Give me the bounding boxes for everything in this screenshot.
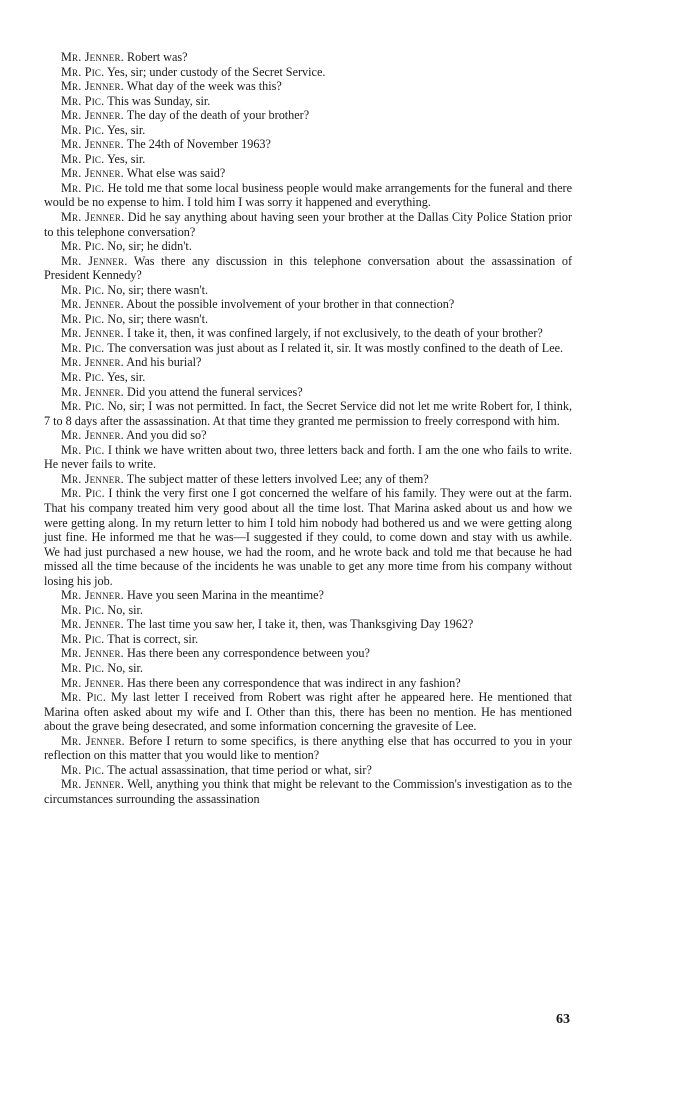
speaker-label: Mr. Jenner. — [61, 253, 128, 268]
testimony-paragraph — [44, 690, 572, 734]
speaker-label: Mr. Pic. — [61, 340, 105, 355]
testimony-text: The actual assassination, that time period or what, sir? — [107, 762, 372, 777]
testimony-paragraph — [44, 137, 572, 152]
testimony-paragraph — [44, 632, 572, 647]
testimony-paragraph — [44, 486, 572, 588]
testimony-paragraph — [44, 777, 572, 806]
speaker-label: Mr. Jenner. — [61, 428, 124, 443]
testimony-paragraph — [44, 385, 572, 400]
testimony-paragraph — [44, 734, 572, 763]
speaker-label: Mr. Pic. — [61, 180, 105, 195]
testimony-text: Have you seen Marina in the meantime? — [126, 588, 324, 603]
testimony-text: Robert was? — [126, 50, 188, 64]
speaker-label: Mr. Pic. — [61, 399, 105, 414]
testimony-paragraph — [44, 676, 572, 691]
speaker-label: Mr. Pic. — [61, 64, 105, 79]
testimony-paragraph — [44, 108, 572, 123]
testimony-paragraph — [44, 297, 572, 312]
testimony-text: I think we have written about two, three letters back and forth. I am the one who fails to write. He never fails to write. — [44, 442, 573, 472]
speaker-label: Mr. Pic. — [61, 370, 105, 385]
testimony-text: Yes, sir. — [106, 122, 146, 137]
testimony-text: Yes, sir. — [106, 370, 146, 385]
testimony-text: About the possible involvement of your brother in that connection? — [126, 297, 455, 312]
speaker-label: Mr. Jenner. — [61, 588, 124, 603]
speaker-label: Mr. Jenner. — [61, 108, 124, 123]
speaker-label: Mr. Pic. — [61, 239, 105, 254]
testimony-paragraph — [44, 94, 572, 109]
testimony-paragraph — [44, 283, 572, 298]
speaker-label: Mr. Pic. — [61, 762, 105, 777]
speaker-label: Mr. Jenner. — [61, 733, 125, 748]
testimony-text: The day of the death of your brother? — [126, 108, 310, 123]
speaker-label: Mr. Pic. — [61, 631, 105, 646]
testimony-text: Has there been any correspondence between you? — [126, 646, 370, 661]
testimony-text: My last letter I received from Robert was right after he appeared here. He mentioned that Marina often asked about my wife and I. Other than this, there has been no mention. He has mentioned about the grave being desecrated, and some information concerning the gravesite of Lee. — [44, 690, 573, 734]
testimony-paragraph — [44, 399, 572, 428]
speaker-label: Mr. Jenner. — [61, 137, 124, 152]
testimony-paragraph — [44, 428, 572, 443]
testimony-paragraph — [44, 355, 572, 370]
testimony-paragraph — [44, 370, 572, 385]
testimony-text: Was there any discussion in this telephone conversation about the assassination of President Kennedy? — [44, 253, 573, 283]
testimony-paragraph — [44, 152, 572, 167]
speaker-label: Mr. Pic. — [61, 660, 105, 675]
testimony-text: Did he say anything about having seen your brother at the Dallas City Police Station prior to this telephone conversation? — [44, 210, 573, 239]
speaker-label: Mr. Jenner. — [61, 326, 124, 341]
speaker-label: Mr. Jenner. — [61, 355, 124, 370]
testimony-text: And his burial? — [126, 355, 202, 370]
speaker-label: Mr. Jenner. — [61, 384, 124, 399]
speaker-label: Mr. Jenner. — [61, 166, 124, 181]
speaker-label: Mr. Pic. — [61, 602, 105, 617]
testimony-paragraph — [44, 443, 572, 472]
testimony-paragraph — [44, 588, 572, 603]
testimony-text: No, sir; there wasn't. — [107, 282, 209, 297]
speaker-label: Mr. Jenner. — [61, 79, 124, 94]
testimony-text: What day of the week was this? — [126, 79, 282, 94]
testimony-text: That is correct, sir. — [107, 631, 199, 646]
speaker-label: Mr. Jenner. — [61, 50, 124, 64]
speaker-label: Mr. Jenner. — [61, 675, 124, 690]
speaker-label: Mr. Jenner. — [61, 617, 124, 632]
testimony-paragraph — [44, 254, 572, 283]
testimony-text: The subject matter of these letters involved Lee; any of them? — [126, 471, 429, 486]
testimony-paragraph — [44, 239, 572, 254]
testimony-paragraph — [44, 341, 572, 356]
speaker-label: Mr. Pic. — [61, 486, 105, 501]
speaker-label: Mr. Jenner. — [61, 646, 124, 661]
testimony-text: Well, anything you think that might be relevant to the Commission's investigation as to the circumstances surrounding the assassination — [44, 777, 573, 806]
testimony-text: The 24th of November 1963? — [126, 137, 271, 152]
testimony-paragraph — [44, 617, 572, 632]
testimony-text: Before I return to some specifics, is there anything else that has occurred to you in your reflection on this matter that you would like to mention? — [44, 733, 572, 763]
testimony-paragraph — [44, 65, 572, 80]
page-number: 63 — [556, 1012, 570, 1027]
testimony-text: Has there been any correspondence that was indirect in any fashion? — [126, 675, 461, 690]
testimony-paragraph — [44, 210, 572, 239]
speaker-label: Mr. Pic. — [61, 122, 105, 137]
testimony-text: No, sir. — [107, 660, 143, 675]
transcript-page — [44, 50, 572, 806]
testimony-text: He told me that some local business people would make arrangements for the funeral and there would be no expense to him. I told him I was sorry it happened and everything. — [44, 180, 573, 210]
speaker-label: Mr. Pic. — [61, 311, 105, 326]
testimony-text: What else was said? — [126, 166, 226, 181]
testimony-paragraph — [44, 123, 572, 138]
testimony-paragraph — [44, 661, 572, 676]
testimony-paragraph — [44, 472, 572, 487]
speaker-label: Mr. Pic. — [61, 93, 105, 108]
speaker-label: Mr. Jenner. — [61, 471, 124, 486]
testimony-text: No, sir; I was not permitted. In fact, the Secret Service did not let me write Robert for, I think, 7 to 8 days after the assassination. At that time they granted me permission to freely correspond with him. — [44, 399, 573, 428]
speaker-label: Mr. Jenner. — [61, 297, 124, 312]
testimony-text: This was Sunday, sir. — [107, 93, 211, 108]
testimony-text: No, sir; there wasn't. — [107, 311, 209, 326]
testimony-paragraph — [44, 603, 572, 618]
speaker-label: Mr. Pic. — [61, 690, 107, 705]
testimony-paragraph — [44, 646, 572, 661]
testimony-text: The conversation was just about as I related it, sir. It was mostly confined to the death of Lee. — [107, 340, 564, 355]
testimony-text: The last time you saw her, I take it, then, was Thanksgiving Day 1962? — [126, 617, 474, 632]
speaker-label: Mr. Jenner. — [61, 210, 125, 225]
testimony-paragraph — [44, 79, 572, 94]
testimony-text: I take it, then, it was confined largely, if not exclusively, to the death of your brother? — [126, 326, 543, 341]
testimony-text: No, sir. — [107, 602, 143, 617]
testimony-text: Yes, sir; under custody of the Secret Service. — [106, 64, 326, 79]
speaker-label: Mr. Pic. — [61, 282, 105, 297]
testimony-paragraph — [44, 50, 572, 65]
testimony-text: And you did so? — [126, 428, 207, 443]
speaker-label: Mr. Pic. — [61, 151, 105, 166]
testimony-paragraph — [44, 763, 572, 778]
speaker-label: Mr. Jenner. — [61, 777, 125, 792]
speaker-label: Mr. Pic. — [61, 442, 105, 457]
testimony-text: I think the very first one I got concerned the welfare of his family. They were out at the farm. That his company treated him very good about all the time lost. That Marina asked about us and how we were getting along. In my return letter to him I told him nobody had bothered us and we were getting along just fine. He informed me that he was—I suggested if they could, to come down and stay with us awhile. We had just purchased a new house, we had the room, and he wrote back and told me that because he had missed all the time because of the incidents he was unable to get any more time from his company without losing his job. — [44, 486, 573, 588]
testimony-text: Yes, sir. — [106, 151, 146, 166]
testimony-paragraph — [44, 326, 572, 341]
testimony-text: Did you attend the funeral services? — [126, 384, 303, 399]
testimony-text: No, sir; he didn't. — [107, 239, 192, 254]
testimony-paragraph — [44, 312, 572, 327]
testimony-paragraph — [44, 181, 572, 210]
testimony-paragraph — [44, 166, 572, 181]
